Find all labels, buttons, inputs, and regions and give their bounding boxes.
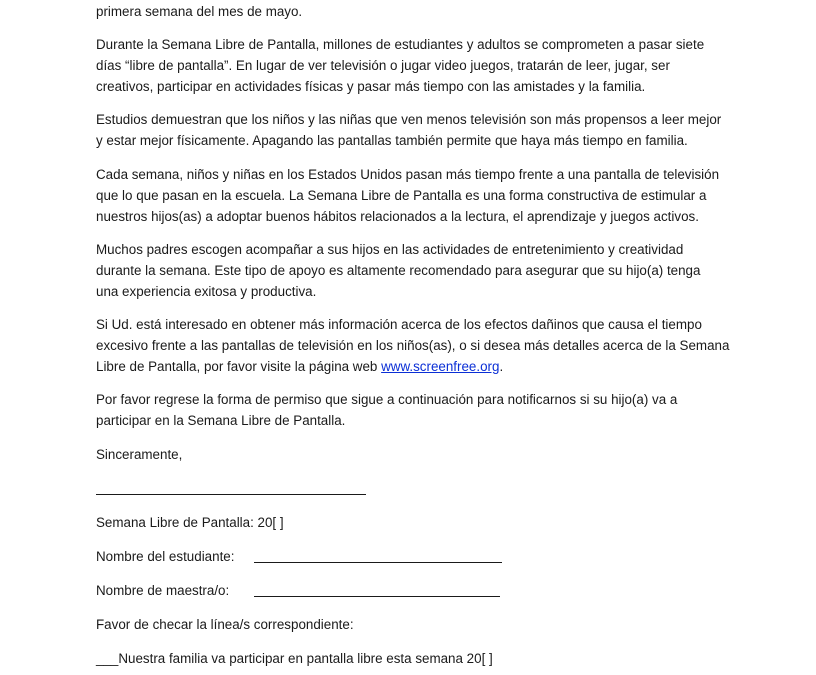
student-name-line[interactable] [254, 562, 502, 563]
student-name-label: Nombre del estudiante: [96, 549, 235, 564]
paragraph-line: que lo que pasan en la escuela. La Semana Libre de Pantalla es una forma constructiva de estimular a [96, 188, 707, 203]
paragraph-line: Cada semana, niños y niñas en los Estados Unidos pasan más tiempo frente a una pantalla de televisión [96, 167, 720, 182]
link-suffix-text: . [499, 359, 504, 374]
paragraph-line: Si Ud. está interesado en obtener más información acerca de los efectos dañinos que causa el tiempo [96, 317, 702, 332]
paragraph-line: y estar mejor físicamente. Apagando las pantallas también permite que haya más tiempo en familia. [96, 133, 688, 148]
paragraph-line: Muchos padres escogen acompañar a sus hijos en las actividades de entretenimiento y creatividad [96, 242, 684, 257]
closing-text: Sinceramente, [96, 447, 183, 462]
paragraph-line: una experiencia exitosa y productiva. [96, 284, 317, 299]
paragraph-line: creativos, participar en actividades físicas y pasar más tiempo con las amistades y la familia. [96, 79, 646, 94]
teacher-name-label: Nombre de maestra/o: [96, 583, 230, 598]
signature-line[interactable] [96, 494, 366, 495]
paragraph-line: nuestros hijos(as) a adoptar buenos hábitos relacionados a la lectura, el aprendizaje y juegos activos. [96, 209, 699, 224]
paragraph-line: durante la semana. Este tipo de apoyo es altamente recomendado para asegurar que su hijo(a) tenga [96, 263, 701, 278]
paragraph-line: Por favor regrese la forma de permiso que sigue a continuación para notificarnos si su hijo(a) va a [96, 392, 678, 407]
week-label: Semana Libre de Pantalla: 20[ ] [96, 515, 284, 530]
option-text: Nuestra familia va participar en pantalla libre esta semana 20[ ] [118, 651, 493, 666]
teacher-name-line[interactable] [254, 596, 500, 597]
participation-option [96, 648, 493, 669]
check-instruction: Favor de checar la línea/s correspondiente: [96, 617, 354, 632]
paragraph-line: Estudios demuestran que los niños y las niñas que ven menos televisión son más propensos a leer mejor [96, 112, 722, 127]
paragraph-line: Durante la Semana Libre de Pantalla, millones de estudiantes y adultos se comprometen a pasar siete [96, 37, 705, 52]
paragraph-line-with-link [96, 356, 503, 377]
option-blank-line[interactable]: ___ [96, 651, 119, 666]
paragraph-line: primera semana del mes de mayo. [96, 4, 303, 19]
paragraph-line: excesivo frente a las pantallas de televisión en los niños(as), o si desea más detalles acerca de la Semana [96, 338, 730, 353]
paragraph-line: participar en la Semana Libre de Pantalla. [96, 413, 346, 428]
link-prefix-text: Libre de Pantalla, por favor visite la página web [96, 359, 382, 374]
screenfree-link[interactable]: www.screenfree.org [381, 359, 500, 374]
paragraph-line: días “libre de pantalla”. En lugar de ver televisión o jugar video juegos, tratarán de leer, jugar, ser [96, 58, 670, 73]
